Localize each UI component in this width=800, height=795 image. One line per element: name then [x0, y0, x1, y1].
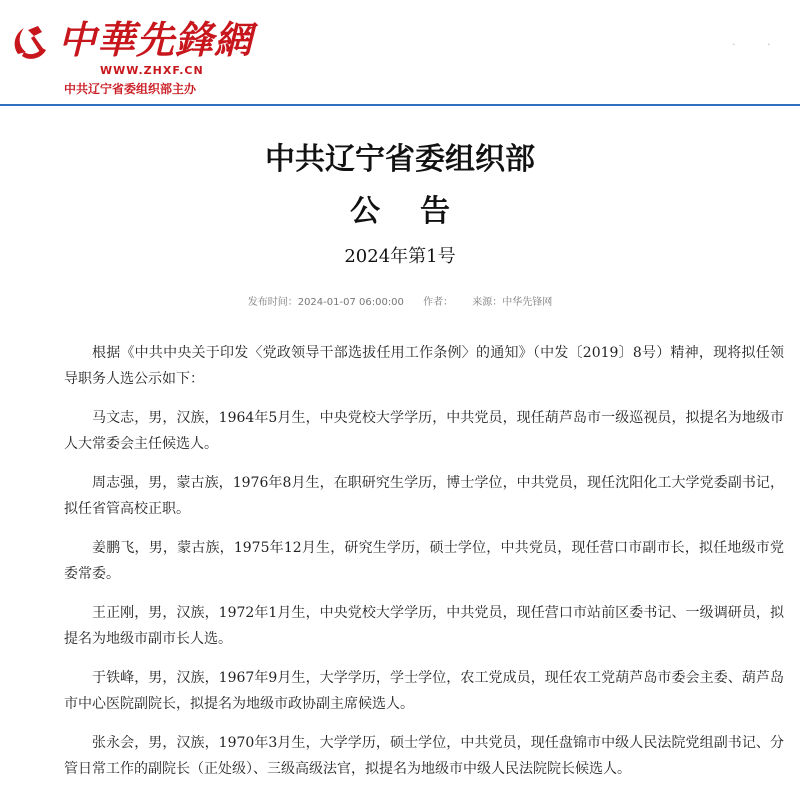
paragraph: 根据《中共中央关于印发〈党政领导干部选拔任用工作条例〉的通知》（中发〔2019〕8号）精神，现将拟任领导职务人选公示如下：: [64, 345, 784, 387]
site-logo[interactable]: [8, 14, 254, 98]
party-emblem-icon: [8, 20, 52, 64]
site-header: [0, 0, 800, 106]
site-name: 中華先鋒網: [58, 17, 254, 62]
article-heading: [0, 140, 800, 270]
paragraph: 姜鹏飞，男，蒙古族，1975年12月生，研究生学历，硕士学位，中共党员，现任营口市副市长，拟任地级市党委常委。: [64, 540, 784, 582]
paragraph: 于铁峰，男，汉族，1967年9月生，大学学历，学士学位，农工党成员，现任农工党葫芦岛市委会主委、葫芦岛市中心医院副院长，拟提名为地级市政协副主席候选人。: [64, 670, 784, 712]
source-link[interactable]: 来源：中华先锋网: [472, 297, 553, 308]
header-divider: [0, 104, 800, 106]
author: 作者：: [423, 297, 454, 308]
doc-number: 2024年第1号: [344, 246, 456, 267]
publish-time: 发布时间：2024-01-07 06:00:00: [247, 297, 404, 308]
header-decoration: · ·: [732, 38, 785, 51]
org-title: 中共辽宁省委组织部: [265, 142, 535, 177]
paragraph: 张永会，男，汉族，1970年3月生，大学学历，硕士学位，中共党员，现任盘锦市中级人民法院党组副书记、分管日常工作的副院长（正处级）、三级高级法官，拟提名为地级市中级人民法院院长候选人。: [64, 735, 784, 777]
site-url: WWW.ZHXF.CN: [100, 64, 204, 77]
site-sponsor: 中共辽宁省委组织部主办: [64, 82, 197, 96]
paragraph: 马文志，男，汉族，1964年5月生，中央党校大学学历，中共党员，现任葫芦岛市一级巡视员，拟提名为地级市人大常委会主任候选人。: [64, 410, 784, 452]
paragraph: 王正刚，男，汉族，1972年1月生，中央党校大学学历，中共党员，现任营口市站前区委书记、一级调研员，拟提名为地级市副市长人选。: [64, 605, 784, 647]
article-meta: [0, 293, 800, 308]
article-body: [64, 340, 784, 795]
paragraph: 周志强，男，蒙古族，1976年8月生，在职研究生学历，博士学位，中共党员，现任沈阳化工大学党委副书记，拟任省管高校正职。: [64, 475, 784, 517]
notice-title: 公告: [350, 194, 490, 229]
